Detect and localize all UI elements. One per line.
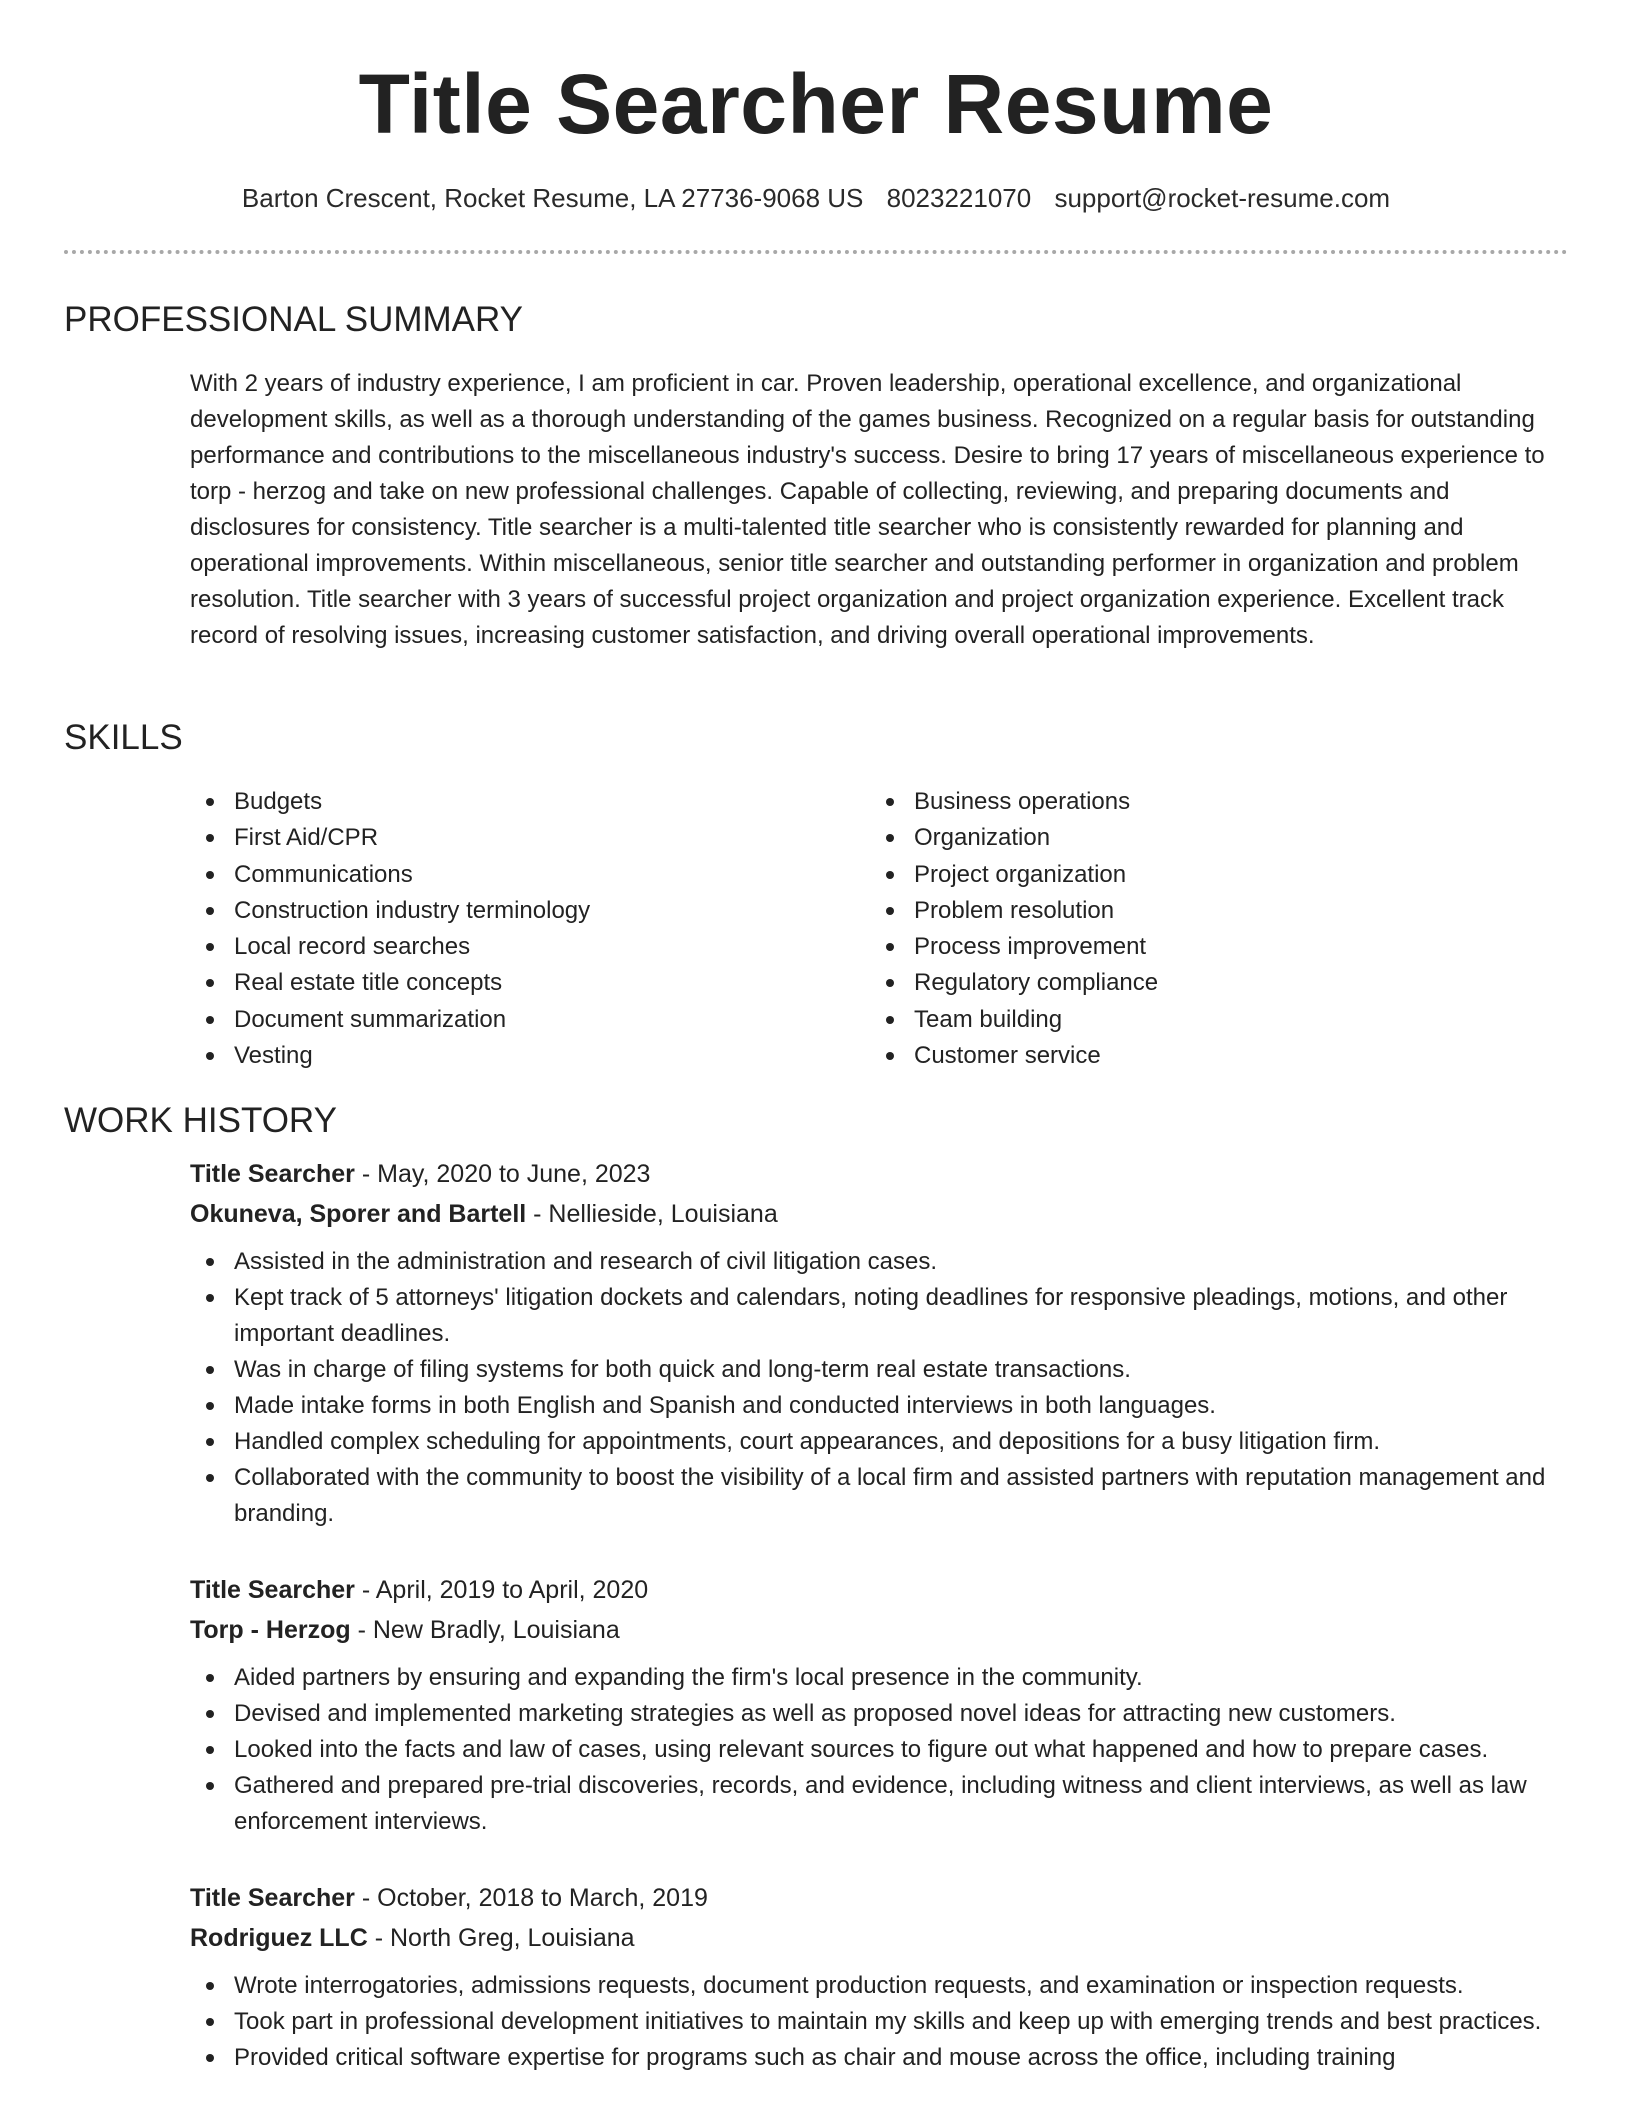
- job-location: - Nellieside, Louisiana: [526, 1200, 778, 1228]
- skill-item: Customer service: [870, 1038, 1550, 1074]
- contact-address: Barton Crescent, Rocket Resume, LA 27736-9068 US: [241, 183, 864, 213]
- skills-column-right: [870, 784, 1550, 1074]
- summary-text: With 2 years of industry experience, I am proficient in car. Proven leadership, operational excellence, and organizational development skills, as well as a thorough understanding of the games business. Recognized on a regular basis for outstanding performance and contributions to the miscellaneous industry's success. Desire to bring 17 years of miscellaneous experience to torp - herzog and take on new professional challenges. Capable of collecting, reviewing, and preparing documents and disclosures for consistency. Title searcher is a multi-talented title searcher who is consistently rewarded for planning and operational improvements. Within miscellaneous, senior title searcher and outstanding performer in organization and problem resolution. Title searcher with 3 years of successful project organization and project organization experience. Excellent track record of resolving issues, increasing customer satisfaction, and driving overall operational improvements.: [190, 370, 1545, 649]
- work-history-heading: WORK HISTORY: [64, 1101, 337, 1140]
- skill-item: Budgets: [190, 784, 870, 820]
- skill-item: Team building: [870, 1002, 1550, 1038]
- job-company-line: [190, 1194, 1570, 1234]
- skill-item: Regulatory compliance: [870, 965, 1550, 1001]
- skills-heading: SKILLS: [64, 718, 183, 757]
- job-entry: [190, 1878, 1570, 2076]
- contact-line: [0, 180, 1632, 216]
- skill-item: Vesting: [190, 1038, 870, 1074]
- skill-item: Business operations: [870, 784, 1550, 820]
- job-bullet: Made intake forms in both English and Spanish and conducted interviews in both languages.: [190, 1388, 1570, 1424]
- skill-item: Document summarization: [190, 1002, 870, 1038]
- skill-item: Process improvement: [870, 929, 1550, 965]
- job-bullets: [190, 1244, 1570, 1532]
- job-location: - New Bradly, Louisiana: [350, 1616, 620, 1644]
- skill-item: Construction industry terminology: [190, 893, 870, 929]
- skills-list: [190, 784, 1570, 1074]
- job-bullet: Aided partners by ensuring and expanding the firm's local presence in the community.: [190, 1660, 1570, 1696]
- job-title: Title Searcher: [190, 1884, 355, 1912]
- contact-email: support@rocket-resume.com: [1054, 183, 1391, 213]
- job-bullet: Took part in professional development initiatives to maintain my skills and keep up with emerging trends and best practices.: [190, 2004, 1570, 2040]
- skill-item: Organization: [870, 820, 1550, 856]
- job-title: Title Searcher: [190, 1576, 355, 1604]
- job-bullet: Handled complex scheduling for appointments, court appearances, and depositions for a busy litigation firm.: [190, 1424, 1570, 1460]
- summary-heading: PROFESSIONAL SUMMARY: [64, 300, 523, 339]
- job-title-line: [190, 1570, 1570, 1610]
- skill-item: Real estate title concepts: [190, 965, 870, 1001]
- job-company-line: [190, 1918, 1570, 1958]
- job-bullets: [190, 1660, 1570, 1840]
- job-title-line: [190, 1154, 1570, 1194]
- skill-item: Communications: [190, 857, 870, 893]
- job-company-line: [190, 1610, 1570, 1650]
- job-bullet: Assisted in the administration and research of civil litigation cases.: [190, 1244, 1570, 1280]
- resume-title: Title Searcher Resume: [358, 57, 1274, 151]
- job-dates: - April, 2019 to April, 2020: [354, 1576, 649, 1604]
- job-bullet: Wrote interrogatories, admissions requests, document production requests, and examination or inspection requests.: [190, 1968, 1570, 2004]
- job-title-line: [190, 1878, 1570, 1918]
- header-divider: [64, 250, 1568, 254]
- contact-phone: 8023221070: [886, 183, 1032, 213]
- job-bullet: Provided critical software expertise for programs such as chair and mouse across the office, including training: [190, 2040, 1570, 2076]
- job-bullet: Was in charge of filing systems for both quick and long-term real estate transactions.: [190, 1352, 1570, 1388]
- job-bullet: Devised and implemented marketing strategies as well as proposed novel ideas for attracting new customers.: [190, 1696, 1570, 1732]
- job-company: Rodriguez LLC: [190, 1924, 368, 1952]
- job-entry: [190, 1570, 1570, 1840]
- job-bullet: Kept track of 5 attorneys' litigation dockets and calendars, noting deadlines for responsive pleadings, motions, and other important deadlines.: [190, 1280, 1570, 1352]
- job-bullets: [190, 1968, 1570, 2076]
- job-bullet: Gathered and prepared pre-trial discoveries, records, and evidence, including witness and client interviews, as well as law enforcement interviews.: [190, 1768, 1570, 1840]
- job-bullet: Looked into the facts and law of cases, using relevant sources to figure out what happened and how to prepare cases.: [190, 1732, 1570, 1768]
- skill-item: Project organization: [870, 857, 1550, 893]
- job-location: - North Greg, Louisiana: [367, 1924, 635, 1952]
- skill-item: Local record searches: [190, 929, 870, 965]
- job-title: Title Searcher: [190, 1160, 355, 1188]
- skill-item: First Aid/CPR: [190, 820, 870, 856]
- job-dates: - May, 2020 to June, 2023: [354, 1160, 651, 1188]
- job-company: Okuneva, Sporer and Bartell: [190, 1200, 527, 1228]
- skill-item: Problem resolution: [870, 893, 1550, 929]
- skills-column-left: [190, 784, 870, 1074]
- job-dates: - October, 2018 to March, 2019: [354, 1884, 708, 1912]
- job-company: Torp - Herzog: [190, 1616, 351, 1644]
- job-entry: [190, 1154, 1570, 1532]
- job-bullet: Collaborated with the community to boost the visibility of a local firm and assisted partners with reputation management and branding.: [190, 1460, 1570, 1532]
